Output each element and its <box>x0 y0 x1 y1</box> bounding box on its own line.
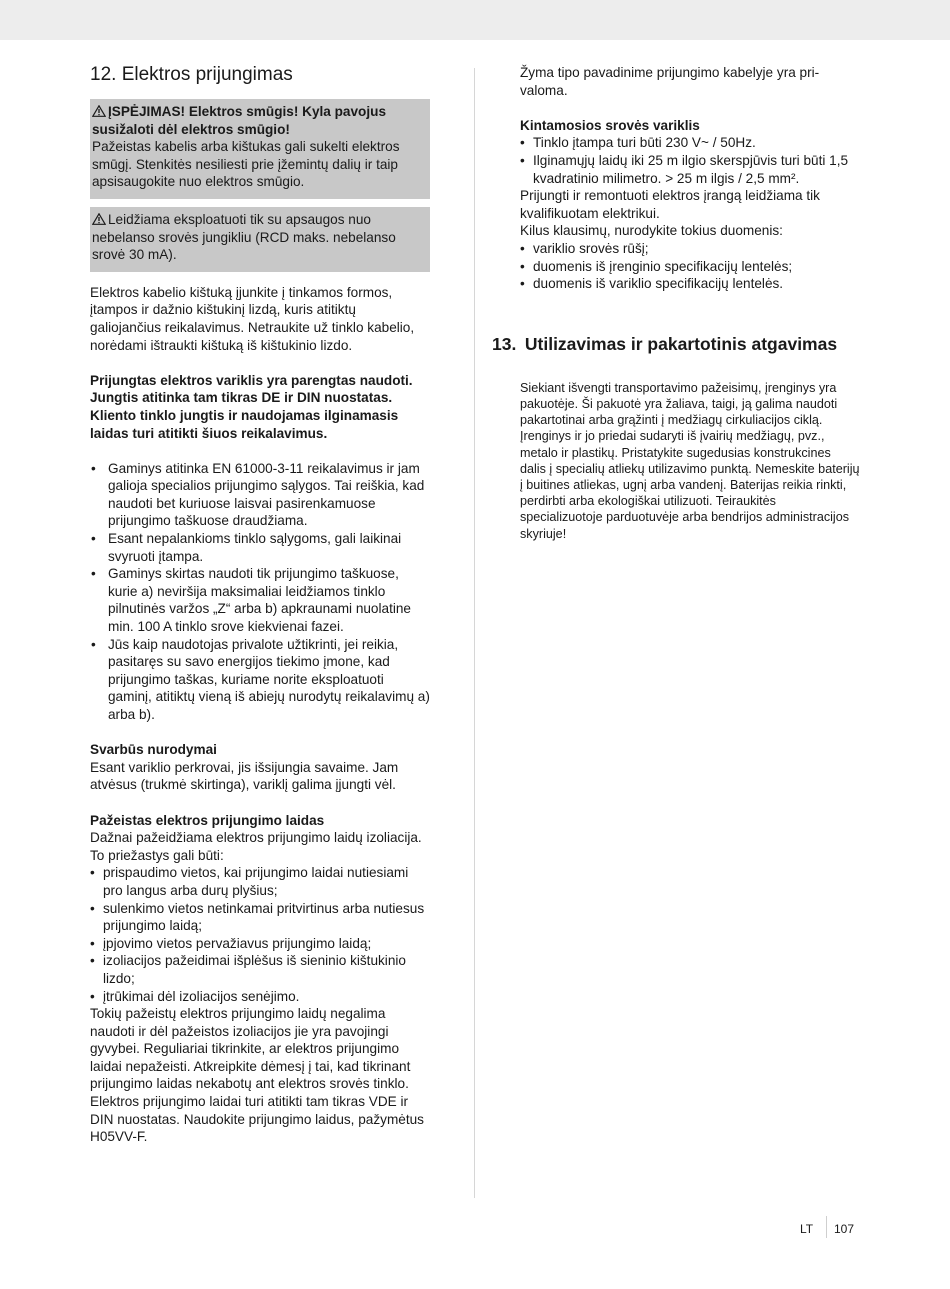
causes-intro: To priežastys gali būti: <box>90 847 224 863</box>
plug-instructions-paragraph: Elektros kabelio kištuką įjunkite į tinkamos formos, įtampos ir dažnio kištukinį lizdą, kuris atitiktų galiojančius reikalavimus. Netraukite už tinklo kabelio, norėdami ištraukti kištuką iš kištukinio lizdo. <box>90 284 415 353</box>
section-12-heading <box>90 64 430 86</box>
cable-code: H05VV-F. <box>90 1129 148 1145</box>
list-item: • Ilginamųjų laidų iki 25 m ilgio skerspjūvis turi būti 1,5 kvadratinio milimetro. > 25 m ilgis / 2,5 mm². <box>520 152 860 187</box>
column-divider <box>474 68 475 1198</box>
disposal-text: Siekiant išvengti transportavimo pažeisimų, įrenginys yra pakuotėje. Ši pakuotė yra žaliava, taigi, ją galima naudoti pakartotinai arba grąžinti į medžiagų cirkuliacijos ciklą. Įrenginys ir jo priedai sudaryti iš įvairių medžiagų, pvz., metalo ir plastikų. Pristatykite sugedusias konstrukcines dalis į specialių atliekų utilizavimo punktą. Nemeskite baterijų į buitines atliekas, ugnį arba vandenį. Baterijas reikia rinkti, perdirbti arba ekologiškai utilizuoti. Teiraukitės specializuotoje parduotuvėje arba bendrijos administracijos skyriuje! <box>520 380 860 541</box>
marking-text: Žyma tipo pavadinime prijungimo kabelyje yra privaloma. <box>520 65 820 98</box>
warning-triangle-icon <box>92 105 106 117</box>
top-band <box>0 0 950 40</box>
list-item: • Esant nepalankioms tinklo sąlygoms, gali laikinai svyruoti įtampa. <box>90 530 430 565</box>
repair-text: Prijungti ir remontuoti elektros įrangą leidžiama tik kvalifikuotam elektrikui. <box>520 188 820 221</box>
list-item: • duomenis iš įrenginio specifikacijų lentelės; <box>520 258 860 276</box>
damaged-cable-outro: Tokių pažeistų elektros prijungimo laidų negalima naudoti ir dėl pažeistos izoliacijos jie yra pavojingi gyvybei. Reguliariai tikrinkite, ar elektros prijungimo laidai nepažeisti. Atkreipkite dėmesį į tai, kad tikrinant prijungimo laidas nekabotų ant elektros srovės tinklo. Elektros prijungimo laidai turi atitikti tam tikras VDE ir DIN nuostatas. Naudokite prijungimo laidus, pažymėtus <box>90 1006 424 1127</box>
list-item: • Tinklo įtampa turi būti 230 V~ / 50Hz. <box>520 134 860 152</box>
damaged-cable-intro: Dažnai pažeidžiama elektros prijungimo laidų izoliacija. <box>90 830 422 846</box>
footer-language: LT <box>800 1222 814 1236</box>
section-12-title: Elektros prijungimas <box>121 64 293 85</box>
warning-box-shock <box>90 99 430 199</box>
warning-box-rcd <box>90 207 430 272</box>
section-12-number: 12. <box>90 64 117 85</box>
list-item: • Gaminys atitinka EN 61000-3-11 reikalavimus ir jam galioja specialios prijungimo sąlygos. Tai reiškia, kad naudoti bet kuriuose laisvai pasirenkamuose prijungimo taškuose draudžiama. <box>90 460 430 530</box>
list-item: • duomenis iš variklio specifikacijų lentelės. <box>520 275 860 293</box>
warning-1-heading-text: ĮSPĖJIMAS! Elektros smūgis! Kyla pavojus susižaloti dėl elektros smūgio! <box>92 104 387 137</box>
questions-list <box>520 240 860 293</box>
section-13-heading: 13. Utilizavimas ir pakartotinis atgavimas <box>492 333 838 354</box>
left-column <box>90 64 430 1146</box>
list-item: • įpjovimo vietos pervažiavus prijungimo laidą; <box>90 935 430 953</box>
important-notes-heading: Svarbūs nurodymai <box>90 742 217 758</box>
list-item: • variklio srovės rūšį; <box>520 240 860 258</box>
footer-separator <box>826 1216 827 1238</box>
list-item: • įtrūkimai dėl izoliacijos senėjimo. <box>90 988 430 1006</box>
warning-2-text: Leidžiama eksploatuoti tik su apsaugos nuo nebelanso srovės jungikliu (RCD maks. nebelanso srovė 30 mA). <box>92 211 396 263</box>
section-13-title: Utilizavimas ir pakartotinis atgavimas <box>524 333 838 354</box>
warning-box-rcd-text <box>92 211 427 264</box>
right-column <box>492 64 860 542</box>
list-item: • Jūs kaip naudotojas privalote užtikrinti, jei reikia, pasitaręs su savo energijos tiekimo įmone, kad prijungimo taškas, kuriame norite eksploatuoti gaminį, atitiktų vieną iš abiejų nurodytų reikalavimų a) arba b). <box>90 636 430 724</box>
damaged-cable-heading: Pažeistas elektros prijungimo laidas <box>90 812 325 828</box>
warning-box-shock-heading <box>92 103 427 138</box>
list-item: • Gaminys skirtas naudoti tik prijungimo taškuose, kurie a) neviršija maksimaliai leidžiamos tinklo pilnutinės varžos „Z“ arba b) apkraunami nuolatine min. 100 A tinklo srove kiekvienai fazei. <box>90 565 430 635</box>
warning-triangle-icon <box>92 213 106 225</box>
questions-intro: Kilus klausimų, nurodykite tokius duomenis: <box>520 223 783 239</box>
requirements-list <box>90 460 430 724</box>
list-item: • izoliacijos pažeidimai išplėšus iš sieninio kištukinio lizdo; <box>90 952 430 987</box>
list-item: • sulenkimo vietos netinkamai pritvirtinus arba nutiesus prijungimo laidą; <box>90 900 430 935</box>
connection-requirements-paragraph: Prijungtas elektros variklis yra parengtas naudoti. Jungtis atitinka tam tikras DE ir DIN nuostatas. Kliento tinklo jungtis ir naudojamas ilginamasis laidas turi atitikti šiuos reikalavimus. <box>90 372 413 441</box>
important-notes-text: Esant variklio perkrovai, jis išsijungia savaime. Jam atvėsus (trukmė skirtinga), variklį galima įjungti vėl. <box>90 759 399 793</box>
list-item: • prispaudimo vietos, kai prijungimo laidai nutiesiami pro langus arba durų plyšius; <box>90 864 430 899</box>
page-number: 107 <box>834 1222 855 1236</box>
warning-box-shock-text: Pažeistas kabelis arba kištukas gali sukelti elektros smūgį. Stenkitės nesiliesti prie įžemintų dalių ir taip apsisaugokite nuo elektros smūgio. <box>92 139 400 190</box>
ac-motor-list <box>520 134 860 187</box>
causes-list <box>90 864 430 1005</box>
ac-motor-heading: Kintamosios srovės variklis <box>520 117 700 133</box>
